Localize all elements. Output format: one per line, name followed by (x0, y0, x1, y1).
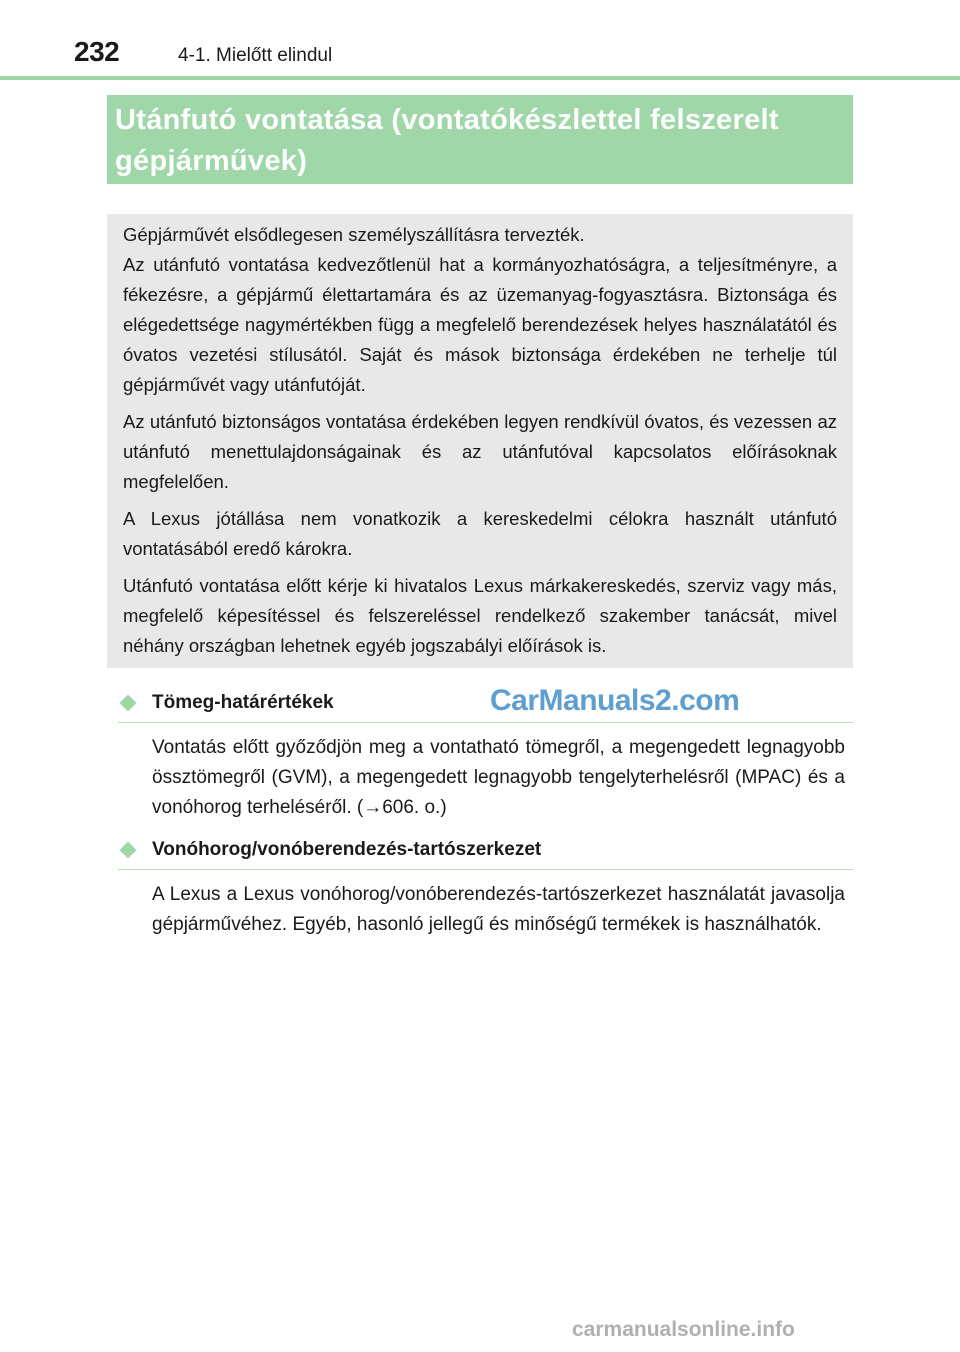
diamond-bullet-icon (120, 842, 137, 859)
notice-paragraph: A Lexus jótállása nem vonatkozik a kereskedelmi célokra használt utánfutó vontatásából eredő károkra. (123, 508, 837, 559)
page-header (0, 0, 960, 80)
notice-paragraph: Az utánfutó vontatása kedvezőtlenül hat a kormányozhatóságra, a teljesítményre, a fékezésre, a gépjármű élettartamára és az üzemanyag-fogyasztásra. Biztonsága és elégedettsége nagymértékben függ a megfelelő berendezések helyes használatától és óvatos vezetési stílusától. Saját és mások biztonsága érdekében ne terhelje túl gépjárművét vagy utánfutóját. (123, 254, 837, 395)
diamond-bullet-icon (120, 695, 137, 712)
subsection-heading (118, 684, 853, 723)
subsection-heading (118, 831, 853, 870)
subsection-tow-hitch (118, 831, 853, 940)
footer-watermark: carmanualsonline.info (572, 1318, 795, 1341)
subsection-title: Vonóhorog/vonóberendezés-tartószerkezet (152, 839, 542, 860)
title-band (107, 95, 853, 184)
subsection-weight-limits (118, 684, 853, 823)
header-rule (0, 76, 960, 80)
page-title: Utánfutó vontatása (vontatókészlettel felszerelt gépjárművek) (115, 104, 779, 177)
notice-paragraph: Az utánfutó biztonságos vontatása érdekében legyen rendkívül óvatos, és vezessen az utánfutó menettulajdonságainak és az utánfutóval kapcsolatos előírásoknak megfelelően. (123, 411, 837, 492)
section-label: 4-1. Mielőtt elindul (178, 45, 333, 66)
watermark-logo: CarManuals2.com (490, 684, 740, 717)
subsection-body: Vontatás előtt győződjön meg a vontatható tömegről, a megengedett legnagyobb össztömegről (GVM), a megengedett legnagyobb tengelyterhelésről (MPAC) és a vonóhorog terheléséről. (→606. o.) (152, 737, 845, 818)
notice-box (107, 214, 853, 668)
notice-paragraph: Utánfutó vontatása előtt kérje ki hivatalos Lexus márkakereskedés, szerviz vagy más, megfelelő képesítéssel és felszereléssel rendelkező szakember tanácsát, mivel néhány országban lehetnek egyéb jogszabályi előírások is. (123, 575, 837, 656)
subsection-title: Tömeg-határértékek (152, 692, 334, 713)
notice-paragraph: Gépjárművét elsődlegesen személyszállításra tervezték. (123, 224, 585, 245)
page-number: 232 (74, 36, 120, 67)
subsection-body: A Lexus a Lexus vonóhorog/vonóberendezés-tartószerkezet használatát javasolja gépjárművéhez. Egyéb, hasonló jellegű és minőségű termékek is használhatók. (152, 884, 845, 935)
